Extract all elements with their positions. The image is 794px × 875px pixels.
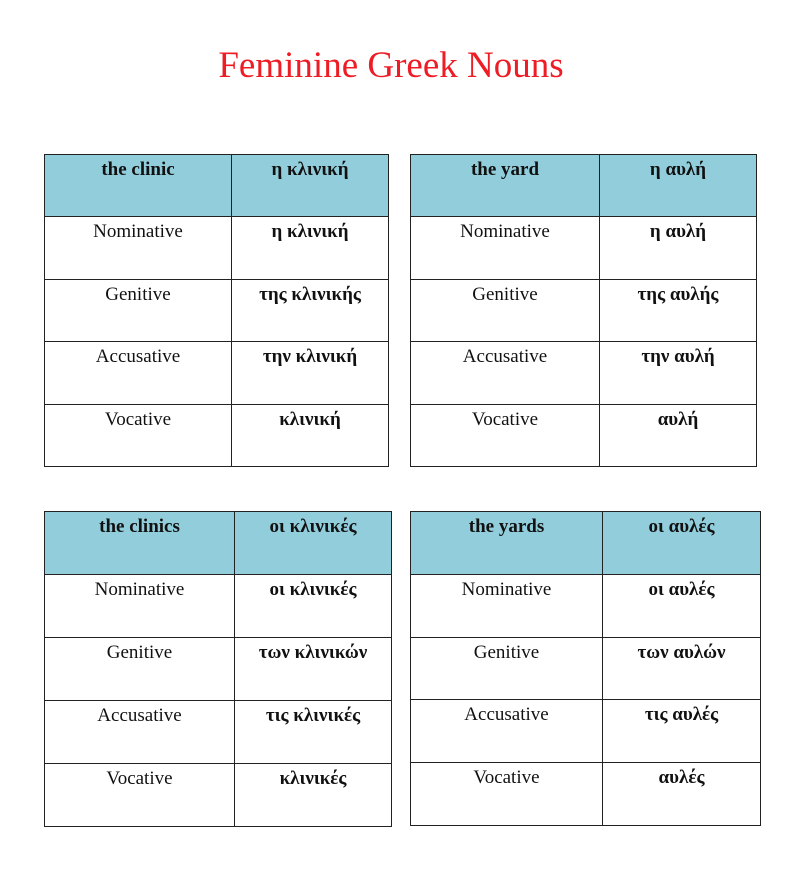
declension-table-the-yard xyxy=(410,154,757,467)
declension-table-the-clinic xyxy=(44,154,389,467)
case-name-cell: Accusative xyxy=(45,342,232,404)
case-name-cell: Accusative xyxy=(45,701,235,764)
table-row xyxy=(45,279,389,341)
table-row xyxy=(411,217,757,279)
table-row xyxy=(411,637,761,700)
greek-form-cell: την αυλή xyxy=(600,342,757,404)
case-name-cell: Nominative xyxy=(45,217,232,279)
case-name-cell: Accusative xyxy=(411,700,603,763)
greek-form-cell: τις αυλές xyxy=(603,700,761,763)
greek-form-cell: της κλινικής xyxy=(232,279,389,341)
table-header-row xyxy=(45,155,389,217)
declension-table-the-clinics xyxy=(44,511,392,827)
table-row xyxy=(45,701,392,764)
case-name-cell: Vocative xyxy=(45,404,232,466)
greek-form-cell: η αυλή xyxy=(600,217,757,279)
table-row xyxy=(45,217,389,279)
greek-form-cell: η αυλή xyxy=(600,155,757,217)
greek-form-cell: οι αυλές xyxy=(603,512,761,575)
page-title: Feminine Greek Nouns xyxy=(218,45,564,86)
greek-form-cell: την κλινική xyxy=(232,342,389,404)
table-row xyxy=(411,763,761,826)
case-name-cell: Accusative xyxy=(411,342,600,404)
case-name-cell: Genitive xyxy=(45,279,232,341)
greek-form-cell: η κλινική xyxy=(232,155,389,217)
table-header-row xyxy=(45,512,392,575)
table-row xyxy=(45,342,389,404)
english-noun-cell: the yards xyxy=(411,512,603,575)
greek-form-cell: οι κλινικές xyxy=(235,575,392,638)
case-name-cell: Nominative xyxy=(45,575,235,638)
greek-form-cell: των κλινικών xyxy=(235,638,392,701)
table-header-row xyxy=(411,155,757,217)
greek-form-cell: οι κλινικές xyxy=(235,512,392,575)
table-header-row xyxy=(411,512,761,575)
greek-form-cell: της αυλής xyxy=(600,279,757,341)
table-row xyxy=(411,404,757,466)
declension-table-the-yards xyxy=(410,511,761,826)
table-row xyxy=(45,638,392,701)
table-row xyxy=(45,404,389,466)
table-row xyxy=(411,342,757,404)
english-noun-cell: the clinic xyxy=(45,155,232,217)
english-noun-cell: the clinics xyxy=(45,512,235,575)
case-name-cell: Genitive xyxy=(45,638,235,701)
greek-form-cell: οι αυλές xyxy=(603,574,761,637)
case-name-cell: Genitive xyxy=(411,637,603,700)
case-name-cell: Vocative xyxy=(411,763,603,826)
case-name-cell: Genitive xyxy=(411,279,600,341)
greek-form-cell: η κλινική xyxy=(232,217,389,279)
case-name-cell: Nominative xyxy=(411,574,603,637)
table-row xyxy=(45,575,392,638)
greek-form-cell: αυλή xyxy=(600,404,757,466)
case-name-cell: Vocative xyxy=(411,404,600,466)
table-row xyxy=(45,764,392,827)
table-row xyxy=(411,574,761,637)
greek-form-cell: κλινικές xyxy=(235,764,392,827)
case-name-cell: Vocative xyxy=(45,764,235,827)
table-row xyxy=(411,279,757,341)
greek-form-cell: αυλές xyxy=(603,763,761,826)
case-name-cell: Nominative xyxy=(411,217,600,279)
greek-form-cell: των αυλών xyxy=(603,637,761,700)
greek-form-cell: κλινική xyxy=(232,404,389,466)
greek-form-cell: τις κλινικές xyxy=(235,701,392,764)
table-row xyxy=(411,700,761,763)
english-noun-cell: the yard xyxy=(411,155,600,217)
